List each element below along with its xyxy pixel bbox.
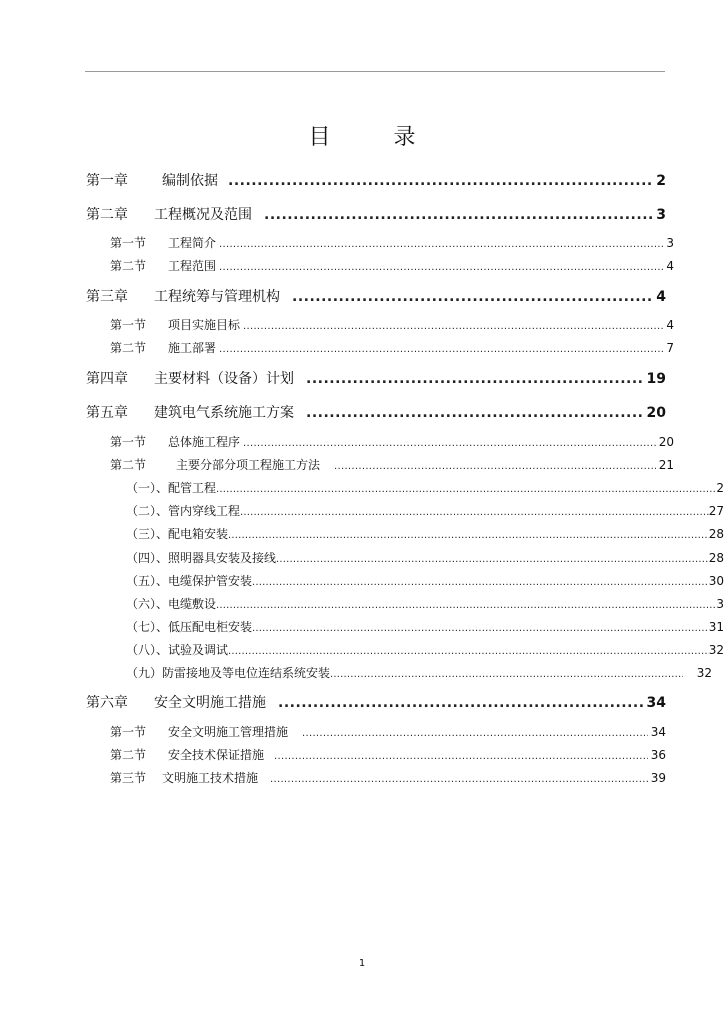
- subsection-title: （四）、照明器具安装及接线: [126, 551, 277, 565]
- section-title: 工程范围: [168, 259, 217, 273]
- section-title: 安全文明施工管理措施: [168, 725, 289, 739]
- subsection-title: （八）、试验及调试: [126, 643, 229, 657]
- toc-chapter-5[interactable]: [86, 402, 666, 422]
- section-title: 总体施工程序: [168, 435, 241, 449]
- chapter-page: 19: [646, 371, 666, 387]
- leader-dots: [228, 173, 653, 189]
- toc-chapter-1[interactable]: [86, 170, 666, 190]
- toc-subsection[interactable]: [126, 572, 724, 589]
- subsection-title: （六）、电缆敷设: [126, 597, 217, 611]
- subsection-page: 31: [708, 620, 724, 634]
- section-page: 7: [666, 341, 674, 355]
- section-page: 39: [650, 771, 666, 785]
- leader-dots: [252, 577, 709, 588]
- toc-section[interactable]: [110, 257, 674, 274]
- section-page: 36: [650, 748, 666, 762]
- section-number: 第二节: [110, 458, 147, 472]
- section-title: 工程简介: [168, 236, 217, 250]
- leader-dots: [276, 554, 709, 565]
- section-number: 第一节: [110, 236, 147, 250]
- leader-dots: [252, 623, 709, 634]
- subsection-title: （一）、配管工程: [126, 481, 217, 495]
- leader-dots: [306, 371, 644, 387]
- toc-section[interactable]: [110, 746, 666, 763]
- leader-dots: [306, 405, 644, 421]
- leader-dots: [216, 484, 716, 495]
- leader-dots: [330, 669, 683, 680]
- chapter-title: 工程统筹与管理机构: [154, 289, 280, 305]
- section-title: 施工部署: [168, 341, 217, 355]
- leader-dots: [243, 438, 656, 449]
- toc-chapter-4[interactable]: [86, 368, 666, 388]
- chapter-number: 第五章: [86, 405, 128, 421]
- section-title: 文明施工技术措施: [162, 771, 259, 785]
- section-number: 第一节: [110, 435, 147, 449]
- section-page: 20: [658, 435, 674, 449]
- subsection-page: 30: [708, 574, 724, 588]
- toc-section[interactable]: [110, 339, 674, 356]
- toc-chapter-6[interactable]: [86, 692, 666, 712]
- chapter-page: 2: [656, 173, 666, 189]
- chapter-number: 第一章: [86, 173, 128, 189]
- toc-subsection[interactable]: [126, 618, 724, 635]
- leader-dots: [292, 289, 653, 305]
- subsection-page: 28: [708, 527, 724, 541]
- subsection-title: （五）、电缆保护管安装: [126, 574, 253, 588]
- chapter-page: 20: [646, 405, 666, 421]
- toc-section[interactable]: [110, 723, 666, 740]
- section-title: 主要分部分项工程施工方法: [176, 458, 321, 472]
- leader-dots: [219, 344, 663, 355]
- toc-section[interactable]: [110, 234, 674, 251]
- toc-subsection[interactable]: [126, 595, 724, 612]
- subsection-page: 32: [696, 666, 712, 680]
- toc-subsection[interactable]: [126, 502, 724, 519]
- leader-dots: [264, 207, 653, 223]
- page-number: 1: [358, 958, 366, 969]
- chapter-title: 安全文明施工措施: [154, 695, 266, 711]
- chapter-title: 建筑电气系统施工方案: [154, 405, 294, 421]
- subsection-page: 32: [708, 643, 724, 657]
- leader-dots: [228, 530, 709, 541]
- chapter-page: 4: [656, 289, 666, 305]
- section-page: 34: [650, 725, 666, 739]
- leader-dots: [219, 262, 663, 273]
- leader-dots: [302, 728, 648, 739]
- section-number: 第二节: [110, 748, 147, 762]
- toc-chapter-2[interactable]: [86, 204, 666, 224]
- leader-dots: [243, 321, 663, 332]
- subsection-page: 2: [716, 481, 724, 495]
- chapter-page: 3: [656, 207, 666, 223]
- chapter-number: 第六章: [86, 695, 128, 711]
- leader-dots: [274, 751, 648, 762]
- leader-dots: [219, 239, 663, 250]
- section-title: 项目实施目标: [168, 318, 241, 332]
- section-page: 21: [658, 458, 674, 472]
- section-number: 第三节: [110, 771, 147, 785]
- subsection-page: 27: [708, 504, 724, 518]
- toc-section[interactable]: [110, 456, 674, 473]
- chapter-number: 第二章: [86, 207, 128, 223]
- toc-section[interactable]: [110, 316, 674, 333]
- chapter-title: 编制依据: [162, 173, 218, 189]
- toc-subsection[interactable]: [126, 641, 724, 658]
- subsection-title: （三）、配电箱安装: [126, 527, 229, 541]
- subsection-page: 3: [716, 597, 724, 611]
- toc-title: 目 录: [308, 125, 444, 150]
- toc-chapter-3[interactable]: [86, 286, 666, 306]
- subsection-title: （七）、低压配电柜安装: [126, 620, 253, 634]
- chapter-title: 主要材料（设备）计划: [154, 371, 294, 387]
- subsection-title: （九）防雷接地及等电位连结系统安装: [126, 666, 331, 680]
- toc-subsection[interactable]: [126, 664, 712, 681]
- chapter-number: 第三章: [86, 289, 128, 305]
- toc-subsection[interactable]: [126, 479, 724, 496]
- chapter-number: 第四章: [86, 371, 128, 387]
- section-page: 4: [666, 259, 674, 273]
- leader-dots: [216, 600, 716, 611]
- section-title: 安全技术保证措施: [168, 748, 265, 762]
- section-number: 第二节: [110, 341, 147, 355]
- chapter-title: 工程概况及范围: [154, 207, 252, 223]
- toc-section[interactable]: [110, 769, 666, 786]
- section-number: 第二节: [110, 259, 147, 273]
- leader-dots: [240, 507, 709, 518]
- leader-dots: [228, 646, 709, 657]
- section-number: 第一节: [110, 725, 147, 739]
- toc-subsection[interactable]: [126, 525, 724, 542]
- subsection-page: 28: [708, 551, 724, 565]
- toc-section[interactable]: [110, 433, 674, 450]
- leader-dots: [278, 695, 644, 711]
- section-number: 第一节: [110, 318, 147, 332]
- section-page: 3: [666, 236, 674, 250]
- leader-dots: [270, 774, 648, 785]
- chapter-page: 34: [646, 695, 666, 711]
- section-page: 4: [666, 318, 674, 332]
- leader-dots: [334, 461, 656, 472]
- subsection-title: （二）、管内穿线工程: [126, 504, 241, 518]
- toc-subsection[interactable]: [126, 549, 724, 566]
